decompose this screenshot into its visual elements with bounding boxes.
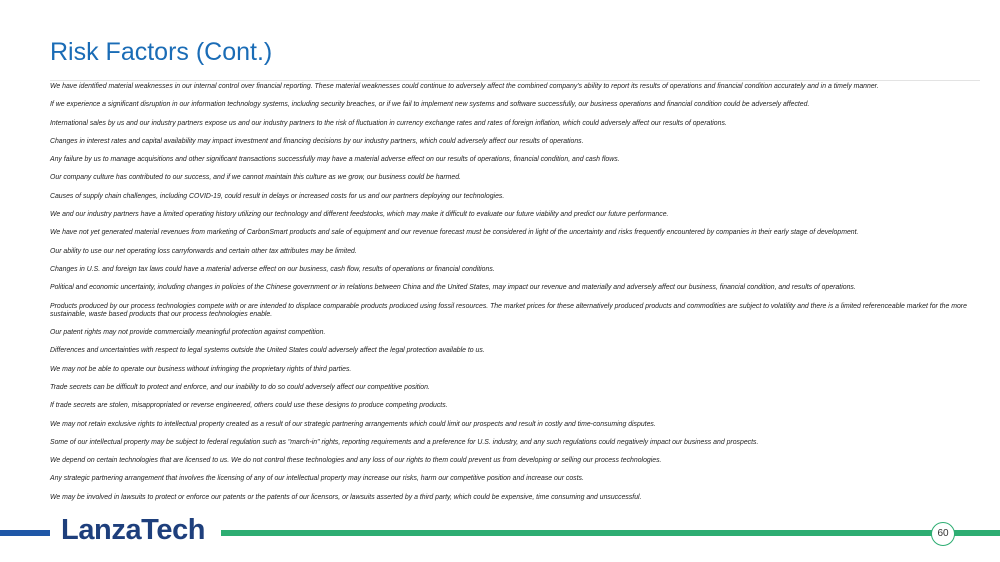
risk-item: We may be involved in lawsuits to protect or enforce our patents or the patents of our licensors, or lawsuits asserted by a third party, which could be expensive, time consuming and unsuccessful. <box>50 493 642 501</box>
lanzatech-logo: LanzaTech <box>61 512 213 548</box>
risk-item: We depend on certain technologies that are licensed to us. We do not control these technologies and any loss of our rights to them could prevent us from developing or selling our process technologies. <box>50 457 662 465</box>
risk-item: Any failure by us to manage acquisitions and other significant transactions successfully may have a material adverse effect on our results of operations, financial condition, and cash flows. <box>50 156 620 164</box>
risk-item: We may not be able to operate our business without infringing the proprietary rights of third parties. <box>50 365 352 373</box>
risk-item: Causes of supply chain challenges, including COVID-19, could result in delays or increased costs for us and our partners deploying our technologies. <box>50 192 505 200</box>
footer-bar-blue <box>0 530 50 536</box>
risk-item: If we experience a significant disruption in our information technology systems, including security breaches, or if we fail to implement new systems and software successfully, our business operations and financial condition could be adversely affected. <box>50 101 810 109</box>
risk-item: We and our industry partners have a limited operating history utilizing our technology and different feedstocks, which may make it difficult to evaluate our future viability and predict our future performance. <box>50 211 669 219</box>
risk-item: International sales by us and our industry partners expose us and our industry partners to the risk of fluctuation in currency exchange rates and rates of foreign inflation, which could adversely affect our results of operations. <box>50 119 727 127</box>
risk-item: Any strategic partnering arrangement that involves the licensing of any of our intellectual property may increase our risks, harm our competitive position and increase our costs. <box>50 475 584 483</box>
risk-item: Some of our intellectual property may be subject to federal regulation such as "march-in" rights, reporting requirements and a preference for U.S. industry, and any such regulations could negatively impact our business and prospects. <box>50 438 759 446</box>
risk-item: We may not retain exclusive rights to intellectual property created as a result of our strategic partnering arrangements which could limit our prospects and result in costly and time-consuming disputes. <box>50 420 656 428</box>
risk-item: Differences and uncertainties with respect to legal systems outside the United States could adversely affect the legal protection available to us. <box>50 347 485 355</box>
page-number-badge: 60 <box>931 522 955 546</box>
risk-factor-list <box>50 83 985 512</box>
risk-item: Products produced by our process technologies compete with or are intended to displace comparable products produced using fossil resources. The market prices for these alternatively produced products and commodities are subject to volatility and there is a limited referenceable market for the more sustainable, waste based products that our process technologies enable. <box>50 302 967 318</box>
risk-item: We have identified material weaknesses in our internal control over financial reporting. These material weaknesses could continue to adversely affect the combined company's ability to report its results of operations and financial condition accurately and in a timely manner. <box>50 83 879 90</box>
risk-item: Changes in interest rates and capital availability may impact investment and financing decisions by our industry partners, which could adversely affect our results of operations. <box>50 137 584 145</box>
risk-item: Our company culture has contributed to our success, and if we cannot maintain this culture as we grow, our business could be harmed. <box>50 174 461 182</box>
risk-item: Our ability to use our net operating loss carryforwards and certain other tax attributes may be limited. <box>50 247 357 255</box>
title-divider <box>50 80 980 81</box>
risk-item: We have not yet generated material revenues from marketing of CarbonSmart products and sale of equipment and our revenue forecast must be considered in light of the uncertainty and risks frequently encountered by companies in their early stage of development. <box>50 229 859 237</box>
risk-item: Trade secrets can be difficult to protect and enforce, and our inability to do so could adversely affect our competitive position. <box>50 383 430 391</box>
risk-item: Our patent rights may not provide commercially meaningful protection against competition. <box>50 329 326 337</box>
risk-item: Changes in U.S. and foreign tax laws could have a material adverse effect on our business, cash flow, results of operations or financial conditions. <box>50 265 495 273</box>
page-title: Risk Factors (Cont.) <box>50 38 273 66</box>
footer-bar-green <box>221 530 1000 536</box>
risk-item: Political and economic uncertainty, including changes in policies of the Chinese government or in relations between China and the United States, may impact our revenue and materially and adversely affect our business, financial condition, and results of operations. <box>50 284 856 292</box>
risk-item: If trade secrets are stolen, misappropriated or reverse engineered, others could use these designs to produce competing products. <box>50 402 448 410</box>
